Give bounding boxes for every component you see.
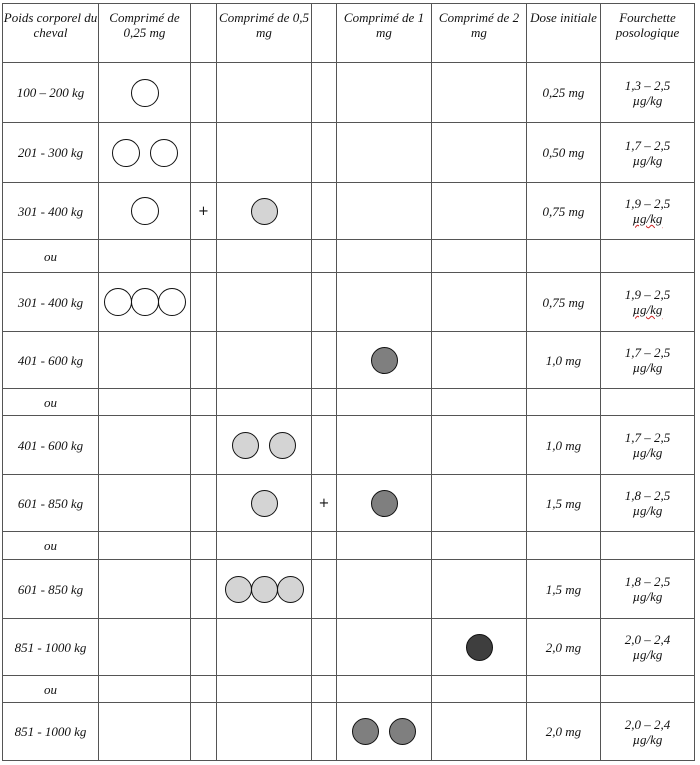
tablet-025-cell <box>99 416 191 475</box>
operator-cell <box>191 416 217 475</box>
empty-cell <box>312 240 337 273</box>
tablet-025-icon <box>131 197 159 225</box>
tablet-025-cell <box>99 560 191 619</box>
header-weight: Poids corporel du cheval <box>3 4 99 63</box>
empty-cell <box>99 532 191 560</box>
range-value: 1,3 – 2,5 <box>624 77 671 93</box>
operator-cell <box>191 619 217 676</box>
dose-cell: 0,50 mg <box>527 123 601 183</box>
range-unit: µg/kg <box>632 92 663 108</box>
table-row <box>3 619 695 676</box>
tablet-025-icon <box>112 139 140 167</box>
range-unit: µg/kg <box>632 731 663 747</box>
operator-cell <box>191 63 217 123</box>
empty-cell <box>527 532 601 560</box>
or-row <box>3 676 695 703</box>
weight-cell: 851 - 1000 kg <box>3 703 99 761</box>
empty-cell <box>601 389 695 416</box>
range-unit: µg/kg <box>632 503 663 518</box>
operator-cell <box>191 273 217 332</box>
operator-cell <box>312 123 337 183</box>
tablet-05-icon <box>251 490 278 517</box>
or-label: ou <box>3 389 99 416</box>
range-value: 1,8 – 2,5 <box>624 574 671 589</box>
range-value: 1,7 – 2,5 <box>624 137 671 153</box>
tablet-1-cell <box>337 63 432 123</box>
tablet-05-cell <box>217 416 312 475</box>
table-row <box>3 703 695 761</box>
operator-cell <box>312 63 337 123</box>
range-cell <box>601 183 695 240</box>
tablet-2-cell <box>432 560 527 619</box>
empty-cell <box>527 676 601 703</box>
tablet-1-cell <box>337 273 432 332</box>
empty-cell <box>99 389 191 416</box>
tablet-2-icon <box>466 634 493 661</box>
operator-cell <box>312 332 337 389</box>
table-row <box>3 475 695 532</box>
header-row <box>3 4 695 63</box>
tablet-2-cell <box>432 123 527 183</box>
header-range: Fourchette posologique <box>601 4 695 63</box>
operator-cell <box>312 273 337 332</box>
empty-cell <box>191 240 217 273</box>
empty-cell <box>601 676 695 703</box>
tablet-2-cell <box>432 183 527 240</box>
range-cell <box>601 123 695 183</box>
tablet-05-icon <box>232 432 259 459</box>
table-row <box>3 183 695 240</box>
dose-cell: 1,5 mg <box>527 560 601 619</box>
tablet-025-icon <box>131 288 159 316</box>
tablet-05-cell <box>217 619 312 676</box>
empty-cell <box>191 676 217 703</box>
range-value: 2,0 – 2,4 <box>624 716 671 732</box>
tablet-05-icon <box>251 576 278 603</box>
range-cell <box>601 560 695 619</box>
empty-cell <box>601 240 695 273</box>
dose-cell: 0,75 mg <box>527 183 601 240</box>
tablet-025-cell <box>99 619 191 676</box>
tablet-1-cell <box>337 332 432 389</box>
operator-cell <box>312 183 337 240</box>
empty-cell <box>99 240 191 273</box>
range-unit: µg/kg <box>632 302 663 317</box>
tablet-2-cell <box>432 63 527 123</box>
dose-cell: 0,75 mg <box>527 273 601 332</box>
dose-cell: 0,25 mg <box>527 63 601 123</box>
tablet-2-cell <box>432 416 527 475</box>
range-cell <box>601 619 695 676</box>
tablet-025-icon <box>150 139 178 167</box>
range-unit: µg/kg <box>632 647 663 662</box>
header-tablet-05: Comprimé de 0,5 mg <box>217 4 312 63</box>
tablet-1-cell <box>337 183 432 240</box>
empty-cell <box>312 676 337 703</box>
tablet-025-cell <box>99 123 191 183</box>
tablet-1-cell <box>337 619 432 676</box>
dose-cell: 1,5 mg <box>527 475 601 532</box>
or-label: ou <box>3 240 99 273</box>
tablet-1-icon <box>371 347 398 374</box>
tablet-05-cell <box>217 560 312 619</box>
range-unit: µg/kg <box>632 589 663 604</box>
range-unit: µg/kg <box>632 152 663 168</box>
tablet-025-cell <box>99 63 191 123</box>
empty-cell <box>337 389 432 416</box>
operator-cell <box>312 619 337 676</box>
empty-cell <box>217 532 312 560</box>
tablet-05-cell <box>217 332 312 389</box>
tablet-025-icon <box>131 79 159 107</box>
table-row <box>3 273 695 332</box>
empty-cell <box>337 532 432 560</box>
empty-cell <box>527 240 601 273</box>
dose-cell: 2,0 mg <box>527 619 601 676</box>
tablet-025-cell <box>99 475 191 532</box>
tablet-1-icon <box>389 718 416 745</box>
weight-cell: 401 - 600 kg <box>3 332 99 389</box>
empty-cell <box>601 532 695 560</box>
tablet-1-icon <box>352 718 379 745</box>
tablet-2-cell <box>432 273 527 332</box>
operator-cell <box>312 703 337 761</box>
tablet-05-icon <box>277 576 304 603</box>
operator-cell <box>191 123 217 183</box>
weight-cell: 201 - 300 kg <box>3 123 99 183</box>
tablet-05-cell <box>217 123 312 183</box>
empty-cell <box>527 389 601 416</box>
tablet-025-icon <box>104 288 132 316</box>
empty-cell <box>217 240 312 273</box>
tablet-025-cell <box>99 703 191 761</box>
tablet-1-cell <box>337 560 432 619</box>
empty-cell <box>312 532 337 560</box>
tablet-1-cell <box>337 703 432 761</box>
tablet-025-cell <box>99 273 191 332</box>
tablet-1-cell <box>337 475 432 532</box>
operator-cell <box>312 416 337 475</box>
header-spacer <box>191 4 217 63</box>
table-row <box>3 560 695 619</box>
range-value: 1,9 – 2,5 <box>624 196 671 211</box>
or-row <box>3 389 695 416</box>
weight-cell: 601 - 850 kg <box>3 560 99 619</box>
or-row <box>3 240 695 273</box>
range-value: 2,0 – 2,4 <box>624 632 671 647</box>
dose-cell: 1,0 mg <box>527 416 601 475</box>
empty-cell <box>217 676 312 703</box>
table-row <box>3 123 695 183</box>
table-row <box>3 416 695 475</box>
operator-cell <box>191 560 217 619</box>
weight-cell: 301 - 400 kg <box>3 273 99 332</box>
weight-cell: 301 - 400 kg <box>3 183 99 240</box>
tablet-2-cell <box>432 703 527 761</box>
header-tablet-025: Comprimé de 0,25 mg <box>99 4 191 63</box>
tablet-2-cell <box>432 475 527 532</box>
operator-cell <box>191 332 217 389</box>
plus-sign: + <box>191 183 217 240</box>
empty-cell <box>432 240 527 273</box>
tablet-05-icon <box>225 576 252 603</box>
table-row <box>3 332 695 389</box>
tablet-05-icon <box>269 432 296 459</box>
header-spacer <box>312 4 337 63</box>
range-cell <box>601 475 695 532</box>
tablet-025-icon <box>158 288 186 316</box>
dosage-table <box>2 3 695 761</box>
range-unit: µg/kg <box>632 360 663 375</box>
dose-cell: 1,0 mg <box>527 332 601 389</box>
empty-cell <box>217 389 312 416</box>
tablet-1-cell <box>337 123 432 183</box>
weight-cell: 100 – 200 kg <box>3 63 99 123</box>
tablet-05-icon <box>251 198 278 225</box>
tablet-025-cell <box>99 332 191 389</box>
range-unit: µg/kg <box>632 211 663 226</box>
table-row <box>3 63 695 123</box>
plus-sign: + <box>312 475 337 532</box>
tablet-05-cell <box>217 475 312 532</box>
or-label: ou <box>3 676 99 703</box>
tablet-025-cell <box>99 183 191 240</box>
empty-cell <box>99 676 191 703</box>
tablet-2-cell <box>432 332 527 389</box>
range-value: 1,7 – 2,5 <box>624 345 671 360</box>
tablet-05-cell <box>217 183 312 240</box>
range-value: 1,9 – 2,5 <box>624 287 671 302</box>
dose-cell: 2,0 mg <box>527 703 601 761</box>
empty-cell <box>432 676 527 703</box>
empty-cell <box>337 676 432 703</box>
header-tablet-1: Comprimé de 1 mg <box>337 4 432 63</box>
tablet-05-cell <box>217 273 312 332</box>
range-value: 1,7 – 2,5 <box>624 430 671 445</box>
range-cell <box>601 273 695 332</box>
range-unit: µg/kg <box>632 445 663 460</box>
operator-cell <box>191 475 217 532</box>
range-cell <box>601 416 695 475</box>
weight-cell: 401 - 600 kg <box>3 416 99 475</box>
weight-cell: 601 - 850 kg <box>3 475 99 532</box>
empty-cell <box>191 389 217 416</box>
empty-cell <box>337 240 432 273</box>
tablet-05-cell <box>217 63 312 123</box>
header-dose: Dose initiale <box>527 4 601 63</box>
tablet-2-cell <box>432 619 527 676</box>
range-cell <box>601 332 695 389</box>
empty-cell <box>312 389 337 416</box>
empty-cell <box>432 532 527 560</box>
weight-cell: 851 - 1000 kg <box>3 619 99 676</box>
range-cell <box>601 703 695 761</box>
header-tablet-2: Comprimé de 2 mg <box>432 4 527 63</box>
operator-cell <box>191 703 217 761</box>
or-label: ou <box>3 532 99 560</box>
range-cell <box>601 63 695 123</box>
tablet-1-cell <box>337 416 432 475</box>
empty-cell <box>191 532 217 560</box>
tablet-05-cell <box>217 703 312 761</box>
tablet-1-icon <box>371 490 398 517</box>
operator-cell <box>312 560 337 619</box>
empty-cell <box>432 389 527 416</box>
range-value: 1,8 – 2,5 <box>624 488 671 503</box>
or-row <box>3 532 695 560</box>
